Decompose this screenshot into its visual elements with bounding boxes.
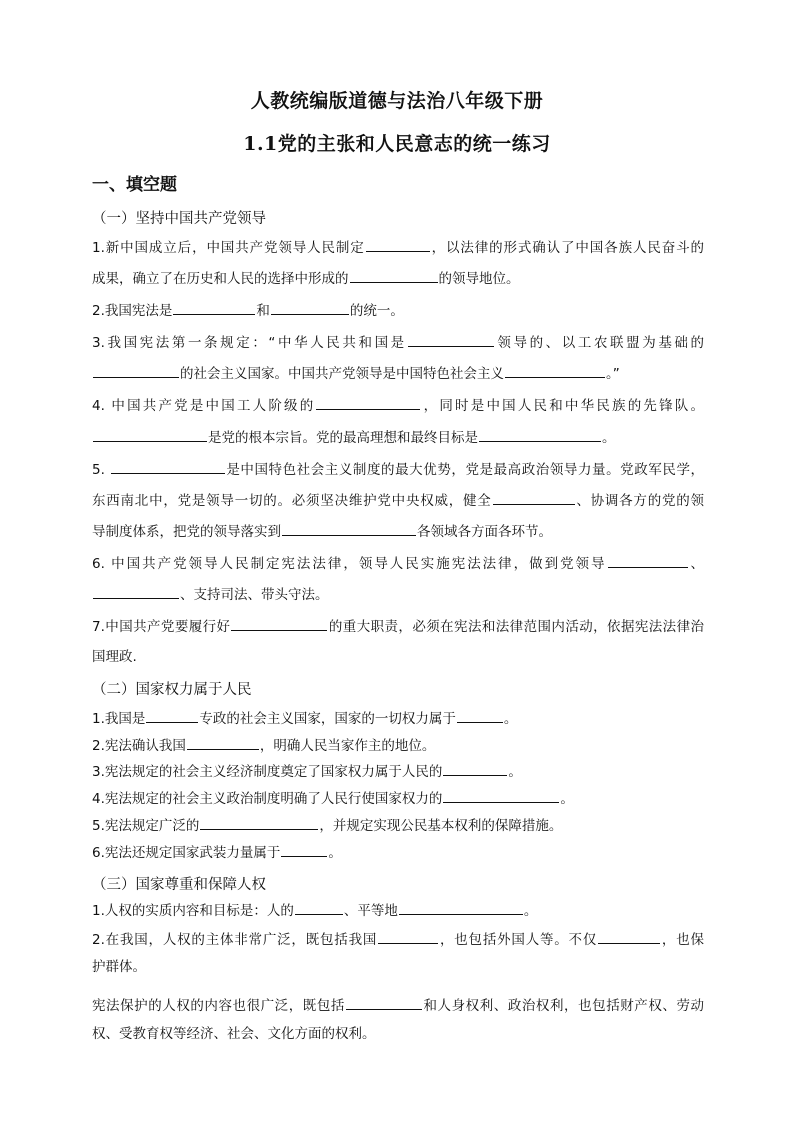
p1-q2-line1	[92, 300, 704, 321]
answer-blank[interactable]	[231, 616, 327, 631]
text: 3.宪法规定的社会主义经济制度奠定了国家权力属于人民的	[92, 764, 443, 780]
part1-heading: （一）坚持中国共产党领导	[92, 211, 266, 227]
text: 是党的根本宗旨。党的最高理想和最终目标是	[208, 430, 478, 446]
text: 2.宪法确认我国	[92, 738, 186, 754]
p3-q1	[92, 900, 704, 921]
text: 、平等地	[343, 903, 398, 919]
p1-q5-line3	[92, 521, 704, 542]
document-title: 人教统编版道德与法治八年级下册	[250, 90, 544, 112]
answer-blank[interactable]	[282, 521, 416, 536]
text: ，以法律的形式确认了中国各族人民奋斗的	[430, 240, 704, 256]
text: 东西南北中，党是领导一切的。必须坚决维护党中央权威，健全	[92, 493, 492, 509]
part2-heading: （二）国家权力属于人民	[92, 682, 252, 698]
p1-q5-line2	[92, 490, 704, 511]
p2-q5	[92, 815, 704, 836]
p3-paragraph-line2	[92, 1024, 704, 1044]
answer-blank[interactable]	[443, 761, 507, 776]
p1-q1-line2	[92, 268, 704, 289]
section-heading: 一、填空题	[92, 175, 177, 195]
text: 国理政.	[92, 649, 137, 665]
p1-q7-line1	[92, 616, 704, 637]
answer-blank[interactable]	[281, 842, 327, 857]
p1-q1-line1	[92, 237, 704, 258]
answer-blank[interactable]	[173, 300, 255, 315]
text: 护群体。	[92, 959, 146, 975]
p3-q2-line1	[92, 929, 704, 950]
text: 的重大职责，必须在宪法和法律范围内活动，依据宪法法律治	[328, 619, 704, 635]
text: 3.我国宪法第一条规定：“中华人民共和国是	[92, 335, 407, 351]
text: 2.我国宪法是	[92, 303, 173, 319]
p1-q6-line1	[92, 553, 704, 574]
answer-blank[interactable]	[408, 332, 494, 347]
p1-q4-line1	[92, 395, 704, 416]
answer-blank[interactable]	[598, 929, 660, 944]
text: 。”	[606, 366, 620, 382]
p3-paragraph-line1	[92, 995, 704, 1016]
text: 的领导地位。	[438, 271, 520, 287]
answer-blank[interactable]	[366, 237, 430, 252]
p1-q3-line2	[92, 363, 704, 384]
answer-blank[interactable]	[146, 708, 198, 723]
text: 7.中国共产党要履行好	[92, 619, 231, 635]
answer-blank[interactable]	[93, 584, 179, 599]
p1-q3-line1	[92, 332, 704, 353]
answer-blank[interactable]	[187, 735, 259, 750]
text: 1.我国是	[92, 711, 146, 727]
p2-q1	[92, 708, 704, 729]
text: 各领域各方面各环节。	[417, 524, 552, 540]
answer-blank[interactable]	[608, 553, 688, 568]
text: 和人身权利、政治权利，也包括财产权、劳动	[422, 998, 705, 1014]
text: ，也包括外国人等。不仅	[439, 932, 598, 948]
text: 4. 中国共产党是中国工人阶级的	[92, 398, 316, 414]
text: 1.新中国成立后，中国共产党领导人民制定	[92, 240, 365, 256]
text: 6.宪法还规定国家武装力量属于	[92, 845, 281, 861]
text: 。	[328, 845, 342, 861]
answer-blank[interactable]	[271, 300, 349, 315]
text: ，明确人民当家作主的地位。	[259, 738, 436, 754]
p3-q2-line2	[92, 957, 704, 977]
answer-blank[interactable]	[346, 995, 422, 1010]
text: 、	[688, 556, 705, 572]
answer-blank[interactable]	[200, 815, 318, 830]
p2-q4	[92, 788, 704, 809]
text: 4.宪法规定的社会主义政治制度明确了人民行使国家权力的	[92, 791, 443, 807]
text: 权、受教育权等经济、社会、文化方面的权利。	[92, 1026, 376, 1042]
text: 的统一。	[349, 303, 404, 319]
text: ，同时是中国人民和中华民族的先锋队。	[421, 398, 705, 414]
text: ，也保	[661, 932, 705, 948]
answer-blank[interactable]	[295, 900, 343, 915]
text: 导制度体系，把党的领导落实到	[92, 524, 281, 540]
text: 。	[508, 764, 522, 780]
text: 5.	[92, 462, 110, 478]
answer-blank[interactable]	[93, 427, 207, 442]
answer-blank[interactable]	[316, 395, 420, 410]
text: 2.在我国，人权的主体非常广泛，既包括我国	[92, 932, 378, 948]
answer-blank[interactable]	[493, 490, 575, 505]
text: 。	[523, 903, 538, 919]
text: 领导的、以工农联盟为基础的	[494, 335, 705, 351]
text: 6. 中国共产党领导人民制定宪法法律，领导人民实施宪法法律，做到党领导	[92, 556, 607, 572]
answer-blank[interactable]	[479, 427, 601, 442]
text: 。	[602, 430, 616, 446]
text: 。	[560, 791, 574, 807]
document-subtitle: 1.1党的主张和人民意志的统一练习	[243, 133, 551, 155]
text: 、支持司法、带头守法。	[180, 587, 329, 603]
p1-q5-line1	[92, 459, 704, 480]
text: 、协调各方的党的领	[575, 493, 705, 509]
p1-q7-line2	[92, 647, 704, 667]
text: 专政的社会主义国家，国家的一切权力属于	[199, 711, 456, 727]
answer-blank[interactable]	[111, 459, 225, 474]
part3-heading: （三）国家尊重和保障人权	[92, 877, 266, 893]
text: 5.宪法规定广泛的	[92, 818, 200, 834]
answer-blank[interactable]	[378, 929, 438, 944]
text: 的社会主义国家。中国共产党领导是中国特色社会主义	[180, 366, 504, 382]
text: 宪法保护的人权的内容也很广泛，既包括	[92, 998, 345, 1014]
answer-blank[interactable]	[399, 900, 523, 915]
text: 1.人权的实质内容和目标是：人的	[92, 903, 294, 919]
text: 和	[256, 303, 270, 319]
p1-q6-line2	[92, 584, 704, 605]
text: 是中国特色社会主义制度的最大优势，党是最高政治领导力量。党政军民学，	[225, 462, 705, 478]
answer-blank[interactable]	[443, 788, 559, 803]
p2-q3	[92, 761, 704, 782]
p2-q6	[92, 842, 704, 863]
text: 。	[503, 711, 518, 727]
answer-blank[interactable]	[350, 268, 438, 283]
text: ，并规定实现公民基本权利的保障措施。	[319, 818, 563, 834]
text: 成果，确立了在历史和人民的选择中形成的	[92, 271, 349, 287]
answer-blank[interactable]	[93, 363, 179, 378]
answer-blank[interactable]	[505, 363, 605, 378]
p1-q4-line2	[92, 427, 704, 448]
answer-blank[interactable]	[457, 708, 503, 723]
p2-q2	[92, 735, 704, 756]
